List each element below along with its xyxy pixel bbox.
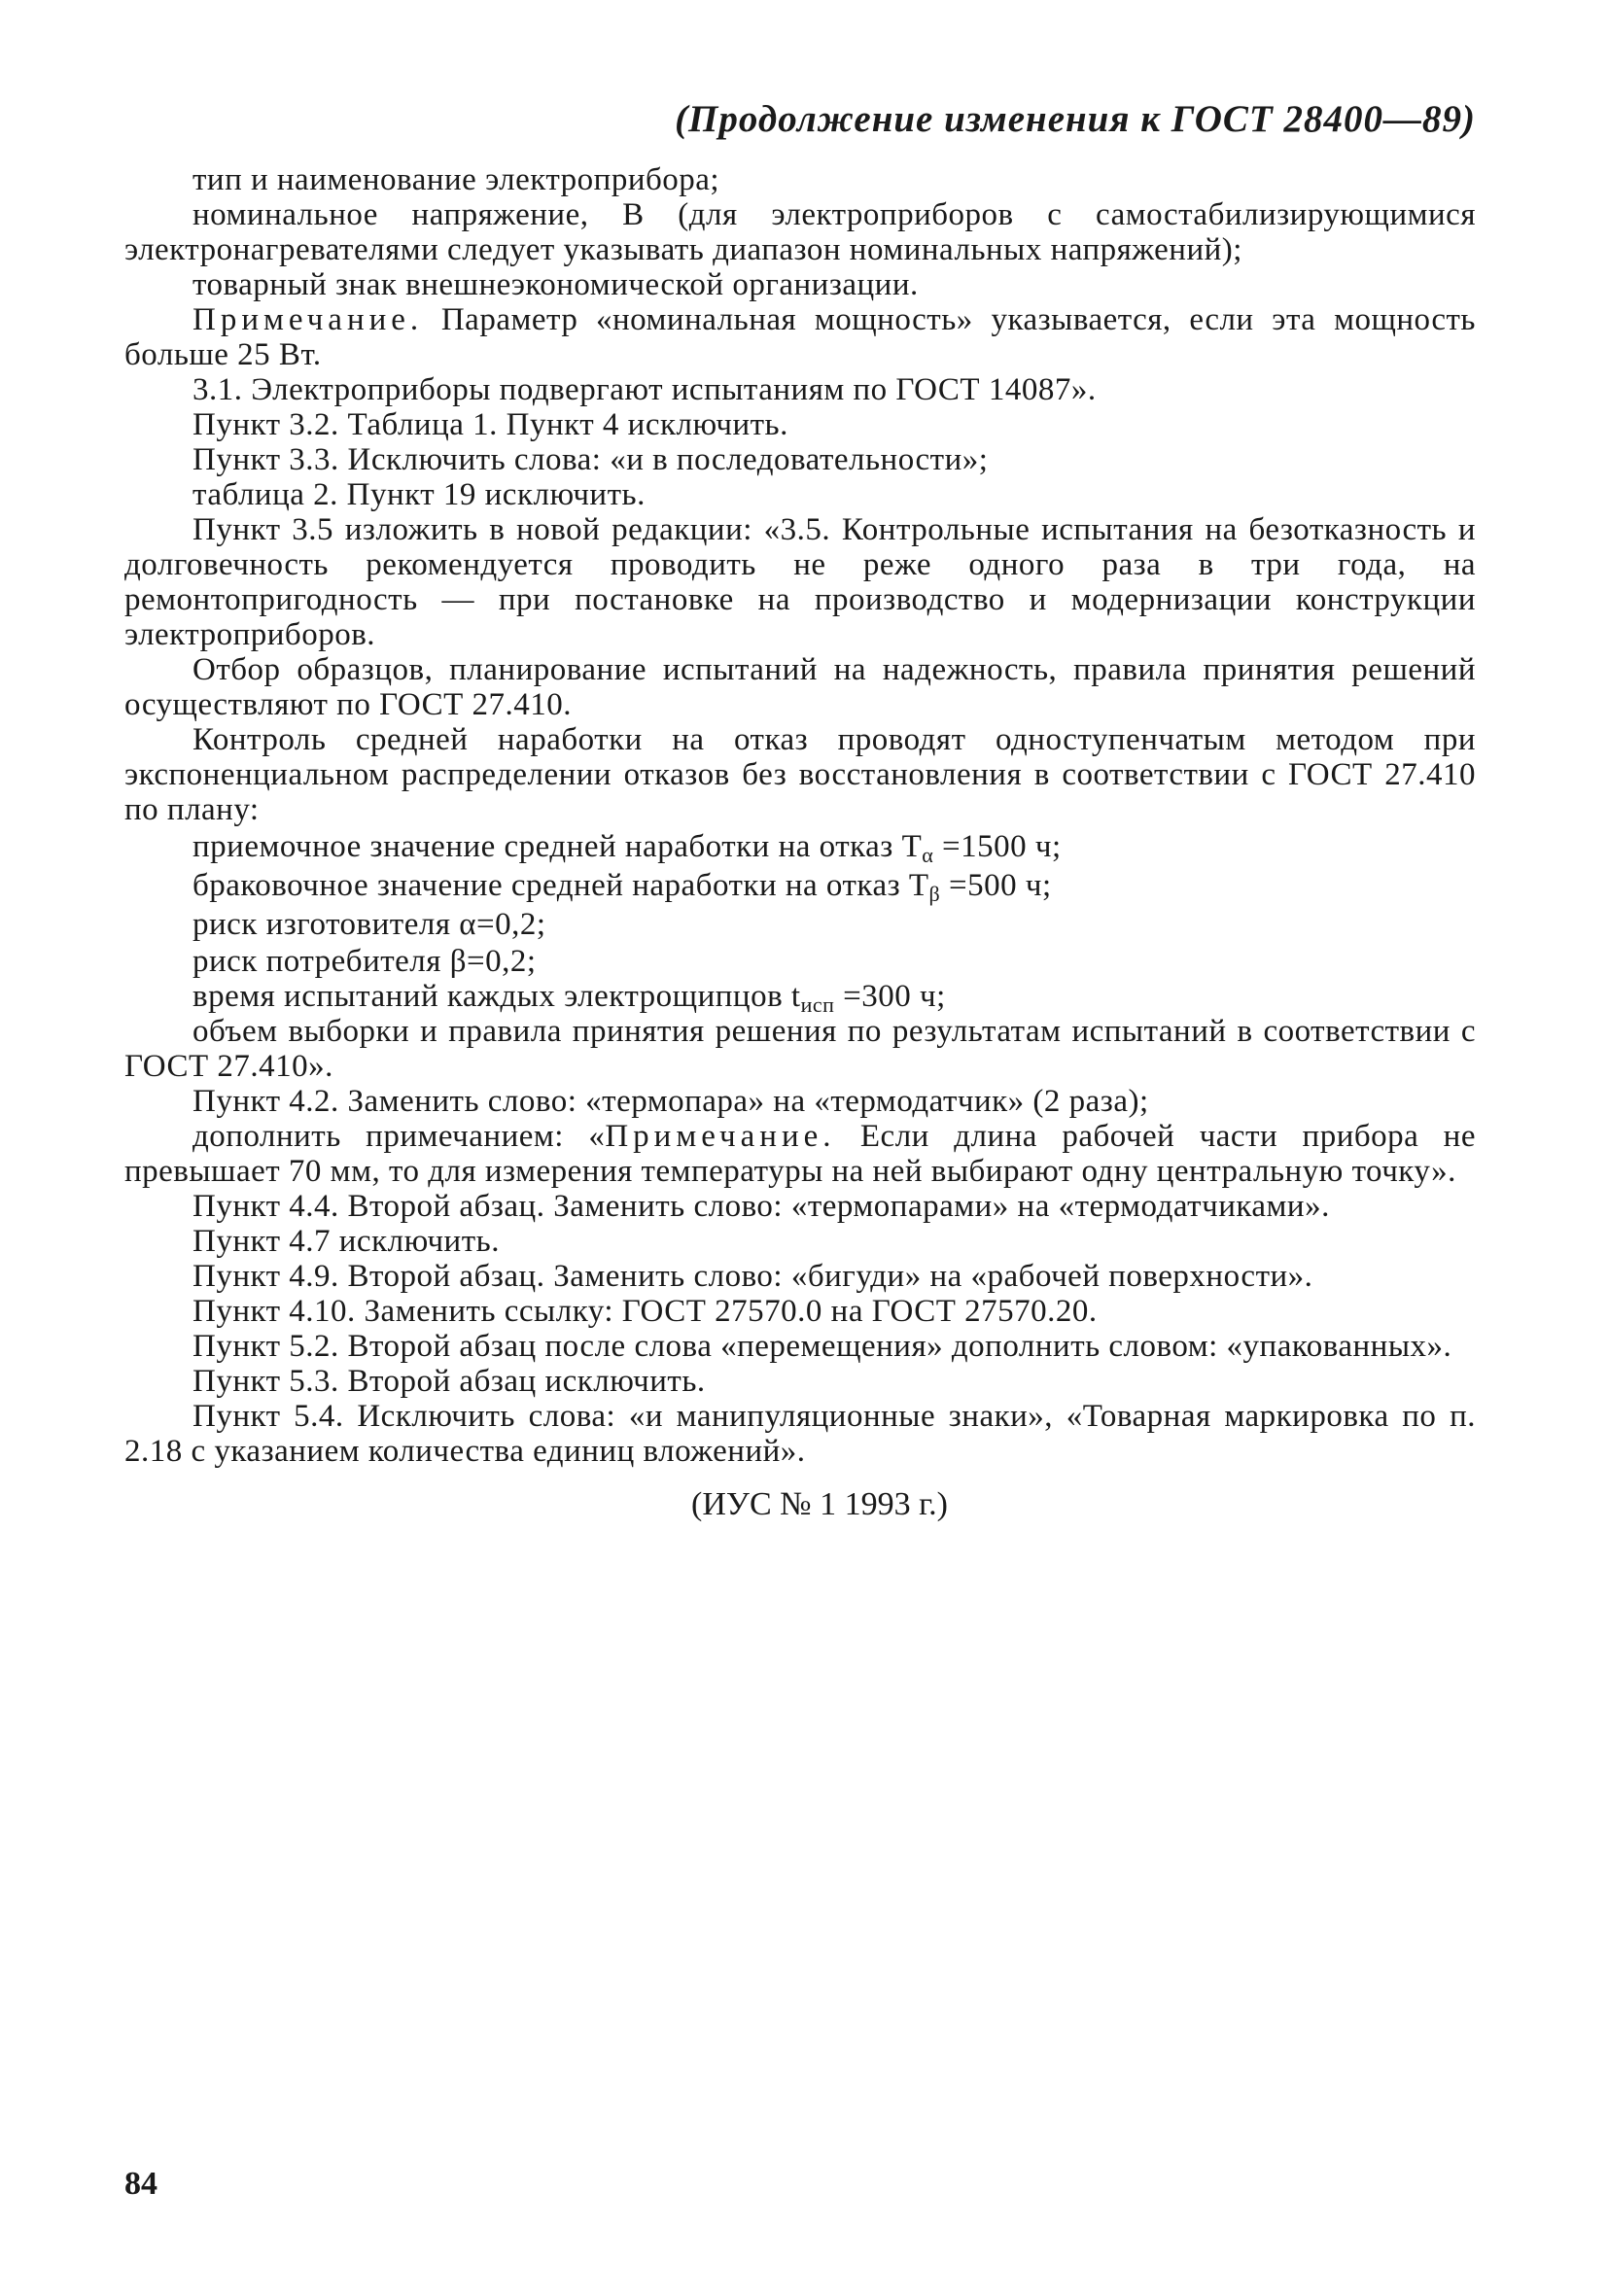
paragraph: Пункт 5.2. Второй абзац после слова «перемещения» дополнить словом: «упакованных». — [192, 1329, 1452, 1364]
paragraph: Пункт 4.9. Второй абзац. Заменить слово: «бигуди» на «рабочей поверхности». — [192, 1259, 1313, 1294]
paragraph: Пункт 3.3. Исключить слова: «и в последовательности»; — [192, 442, 989, 477]
paragraph: Пункт 4.4. Второй абзац. Заменить слово: «термопарами» на «термодатчиками». — [192, 1189, 1330, 1224]
paragraph: Отбор образцов, планирование испытаний на надежность, правила принятия решений осуществляют по ГОСТ 27.410. — [124, 652, 1476, 722]
paragraph: Пункт 4.7 исключить. — [192, 1224, 500, 1259]
paragraph-text: дополнить примечанием: « — [192, 1119, 606, 1154]
note-label: Примечание. — [605, 1119, 836, 1154]
paragraph: Пункт 3.2. Таблица 1. Пункт 4 исключить. — [192, 407, 788, 442]
paragraph: номинальное напряжение, В (для электроприборов с самостабилизирующимися электронагревателями следует указывать диапазон номинальных напряжений); — [124, 197, 1476, 267]
paragraph: Контроль средней наработки на отказ проводят одноступенчатым методом при экспоненциальном распределении отказов без восстановления в соответствии с ГОСТ 27.410 по плану: — [124, 722, 1476, 827]
paragraph: товарный знак внешнеэкономической организации. — [192, 267, 919, 302]
plan-item-value: =1500 ч; — [933, 829, 1062, 864]
paragraph: Пункт 4.10. Заменить ссылку: ГОСТ 27570.0 на ГОСТ 27570.20. — [192, 1294, 1098, 1329]
note-paragraph — [124, 302, 1476, 372]
plan-item-text: браковочное значение средней наработки на отказ T — [192, 868, 929, 903]
plan-item-text: приемочное значение средней наработки на отказ T — [192, 829, 923, 864]
plan-item-text: время испытаний каждых электрощипцов t — [192, 979, 801, 1014]
paragraph: Пункт 5.3. Второй абзац исключить. — [192, 1364, 706, 1399]
note-label: Примечание. — [192, 302, 424, 337]
plan-item-value: =300 ч; — [834, 979, 946, 1014]
plan-item — [124, 827, 1476, 866]
plan-item: риск изготовителя α=0,2; — [192, 907, 546, 942]
paragraph: Пункт 3.5 изложить в новой редакции: «3.5. Контрольные испытания на безотказность и долговечность рекомендуется проводить не реже одного раза в три года, на ремонтопригодность — при постановке на производство и модернизации конструкции электроприборов. — [124, 512, 1476, 652]
plan-item: риск потребителя β=0,2; — [192, 944, 537, 979]
paragraph: 3.1. Электроприборы подвергают испытаниям по ГОСТ 14087». — [192, 372, 1097, 407]
plan-item-value: =500 ч; — [940, 868, 1052, 903]
subscript-isp: исп — [800, 992, 835, 1017]
paragraph: таблица 2. Пункт 19 исключить. — [192, 477, 646, 512]
subscript-beta: β — [928, 882, 941, 906]
paragraph — [124, 1119, 1476, 1189]
issue-reference: (ИУС № 1 1993 г.) — [691, 1486, 948, 1522]
paragraph: тип и наименование электроприбора; — [192, 162, 720, 197]
note-text: Параметр «номинальная мощность» указывается, если эта мощность больше 25 Вт. — [124, 302, 1476, 372]
body-text — [124, 162, 1476, 1469]
paragraph-text: Если длина рабочей части прибора не превышает 70 мм, то для измерения температуры на ней выбирают одну центральную точку». — [124, 1119, 1476, 1189]
subscript-alpha: α — [922, 843, 934, 867]
paragraph: Пункт 4.2. Заменить слово: «термопара» на «термодатчик» (2 раза); — [192, 1084, 1149, 1119]
plan-item — [124, 979, 1476, 1017]
paragraph: объем выборки и правила принятия решения по результатам испытаний в соответствии с ГОСТ 27.410». — [124, 1014, 1476, 1084]
page-header: (Продолжение изменения к ГОСТ 28400—89) — [675, 98, 1476, 140]
document-page — [124, 97, 1476, 1523]
page-number: 84 — [124, 2166, 157, 2202]
plan-item — [124, 866, 1476, 905]
paragraph: Пункт 5.4. Исключить слова: «и манипуляционные знаки», «Товарная маркировка по п. 2.18 с указанием количества единиц вложений». — [124, 1399, 1476, 1469]
